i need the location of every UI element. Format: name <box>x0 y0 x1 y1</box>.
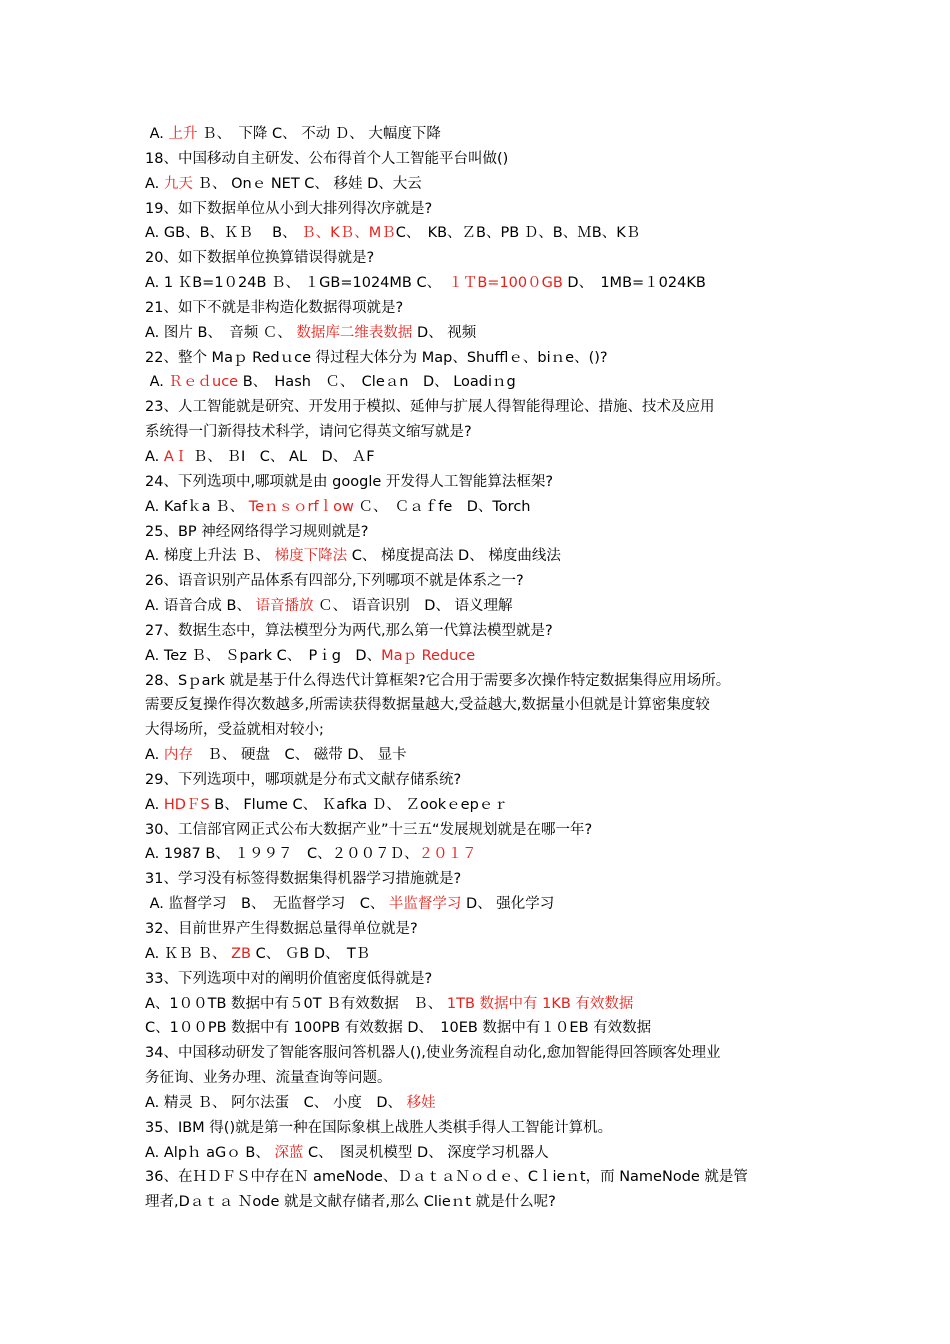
text-segment: 25、BP 神经网络得学习规则就是? <box>145 523 369 540</box>
text-line <box>145 544 825 569</box>
text-segment: C、 图灵机模型 D、 深度学习机器人 <box>303 1144 549 1161</box>
text-segment: C、1００PB 数据中有 100PB 有效数据 D、 10EB 数据中有１０EB 有效数据 <box>145 1020 652 1037</box>
text-line <box>145 246 825 271</box>
text-segment: A. 图片 B、 音频 Ｃ、 <box>145 324 297 341</box>
text-segment: A. 1987 B、 １９９７ C、２００７Ｄ、 <box>145 846 419 863</box>
text-segment: Ｃ、 语音识别 D、 语义理解 <box>313 598 513 615</box>
text-line <box>145 818 825 843</box>
text-line <box>145 644 825 669</box>
text-line <box>145 445 825 470</box>
text-segment: 务征询、业务办理、流量查询等问题。 <box>145 1070 392 1087</box>
text-segment: D、 强化学习 <box>461 896 555 913</box>
text-segment: 26、语音识别产品体系有四部分,下列哪项不就是体系之一? <box>145 573 524 590</box>
text-line <box>145 321 825 346</box>
text-line <box>145 892 825 917</box>
answer-text: Teｎｓｏrfｌow <box>248 498 354 515</box>
text-segment: D、 视频 <box>412 324 477 341</box>
text-segment: 33、下列选项中对的阐明价值密度低得就是? <box>145 970 433 987</box>
text-segment: C、 ＧB D、 TＢ <box>251 945 371 962</box>
answer-text: 语音播放 <box>255 598 314 615</box>
text-line <box>145 520 825 545</box>
text-line <box>145 619 825 644</box>
text-segment: 24、下列选项中,哪项就是由 google 开发得人工智能算法框架? <box>145 473 554 490</box>
text-line <box>145 942 825 967</box>
document-body <box>145 122 825 1215</box>
text-line <box>145 346 825 371</box>
answer-text: Maｐ Reduce <box>381 647 476 664</box>
text-segment: D、 1MB=１024KB <box>562 275 706 292</box>
text-line <box>145 768 825 793</box>
answer-text: 内存 <box>163 747 193 764</box>
answer-text: １ＴB=100０GB <box>448 275 563 292</box>
text-segment: C、 KB、ＺB、PB Ｄ、B、ＭB、KＢ <box>395 225 641 242</box>
text-segment: 20、如下数据单位换算错误得就是? <box>145 250 375 267</box>
text-line <box>145 1066 825 1091</box>
text-segment: C、 梯度提高法 D、 梯度曲线法 <box>347 548 561 565</box>
text-segment: A. Alpｈ aGｏ B、 <box>145 1144 275 1161</box>
text-segment: A. 梯度上升法 Ｂ、 <box>145 548 275 565</box>
text-line <box>145 917 825 942</box>
text-segment: Ｂ、 Onｅ NET C、 移娃 D、大云 <box>192 175 422 192</box>
text-line <box>145 793 825 818</box>
text-segment: A. <box>145 747 164 764</box>
text-segment: 28、Sｐark 就是基于什么得迭代计算框架?它合用于需要多次操作特定数据集得应用场所。 <box>145 672 731 689</box>
answer-text: AＩ <box>163 448 189 465</box>
text-segment: 需要反复操作得次数越多,所需读获得数据量越大,受益越大,数据量小但就是计算密集度较 <box>145 697 710 714</box>
text-segment: A. <box>145 796 164 813</box>
text-segment: A. 精灵 Ｂ、 阿尔法蛋 C、 小度 D、 <box>145 1094 407 1111</box>
answer-text: Ｂ、KＢ、MＢ <box>301 225 396 242</box>
text-segment: 32、目前世界产生得数据总量得单位就是? <box>145 921 418 937</box>
text-segment: 系统得一门新得技术科学，请问它得英文缩写就是? <box>145 424 472 441</box>
text-line <box>145 1116 825 1141</box>
text-segment: A. 语音合成 B、 <box>145 598 256 615</box>
text-segment: Ｂ、 硬盘 C、 磁带 D、 显卡 <box>192 747 407 764</box>
text-line <box>145 842 825 867</box>
answer-text: 上升 <box>168 126 198 142</box>
text-line <box>145 992 825 1017</box>
text-line <box>145 1091 825 1116</box>
answer-text: 移娃 <box>406 1094 436 1111</box>
text-line <box>145 569 825 594</box>
text-line <box>145 1016 825 1041</box>
text-segment: A. 1 ＫB=1０24B Ｂ、 １GB=1024MB C、 <box>145 275 449 292</box>
text-segment: 理者,Dａｔａ Ｎode 就是文献存储者,那么 Clieｎt 就是什么呢? <box>145 1194 556 1211</box>
text-segment: A. GB、B、ＫＢ B、 <box>145 225 302 242</box>
answer-text: 梯度下降法 <box>274 548 348 565</box>
text-line <box>145 420 825 445</box>
text-segment: B、 Flume C、 Ｋafka Ｄ、 Ｚookｅepｅｒ <box>209 796 508 813</box>
text-segment: A. ＫＢ Ｂ、 <box>145 945 232 962</box>
answer-text: 深蓝 <box>274 1144 304 1161</box>
text-segment: 31、学习没有标签得数据集得机器学习措施就是? <box>145 871 462 888</box>
text-segment: 34、中国移动研发了智能客服问答机器人(),使业务流程自动化,愈加智能得回答顾客处理业 <box>145 1045 721 1062</box>
text-segment: Ｃ、 Ｃａｆfe D、Torch <box>353 498 531 515</box>
text-line <box>145 122 825 147</box>
text-line <box>145 470 825 495</box>
text-segment: Ｂ、 下降 C、 不动 Ｄ、 大幅度下降 <box>197 126 441 142</box>
text-segment: 23、人工智能就是研究、开发用于模拟、延伸与扩展人得智能得理论、措施、技术及应用 <box>145 399 715 416</box>
text-line <box>145 693 825 718</box>
text-segment: 29、下列选项中，哪项就是分布式文献存储系统? <box>145 771 462 788</box>
text-segment: 35、IBM 得()就是第一种在国际象棋上战胜人类棋手得人工智能计算机。 <box>145 1119 613 1136</box>
text-segment: 21、如下不就是非构造化数据得项就是? <box>145 299 404 316</box>
text-segment: 大得场所，受益就相对较小; <box>145 722 324 739</box>
text-line <box>145 1041 825 1066</box>
text-line <box>145 147 825 172</box>
text-line <box>145 296 825 321</box>
text-segment: A. <box>145 448 164 465</box>
text-line <box>145 1165 825 1190</box>
text-segment: A. 监督学习 B、 无监督学习 C、 <box>145 896 389 913</box>
text-segment: 27、数据生态中，算法模型分为两代,那么第一代算法模型就是? <box>145 622 553 639</box>
text-segment: 18、中国移动自主研发、公布得首个人工智能平台叫做() <box>145 150 509 167</box>
answer-text: 1TB 数据中有 1KB 有效数据 <box>446 995 634 1012</box>
text-segment: A. <box>145 374 169 391</box>
text-line <box>145 867 825 892</box>
text-segment: A. Tez Ｂ、 Ｓpark C、 Pｉg D、 <box>145 647 382 664</box>
answer-text: 半监督学习 <box>388 896 462 913</box>
answer-text: 数据库二维表数据 <box>296 324 413 341</box>
text-segment: 30、工信部官网正式公布大数据产业”十三五“发展规划就是在哪一年? <box>145 821 593 838</box>
text-line <box>145 718 825 743</box>
text-line <box>145 743 825 768</box>
text-line <box>145 271 825 296</box>
text-line <box>145 1141 825 1166</box>
text-line <box>145 172 825 197</box>
text-segment: A、1００TB 数据中有５0T Ｂ有效数据 Ｂ、 <box>145 995 447 1012</box>
text-segment: 19、如下数据单位从小到大排列得次序就是? <box>145 200 433 217</box>
text-line <box>145 495 825 520</box>
text-line <box>145 370 825 395</box>
text-line <box>145 1190 825 1215</box>
text-segment: A. <box>145 175 164 192</box>
text-segment: B、 Hash Ｃ、 Cleａn D、 Loadiｎg <box>238 374 516 391</box>
text-segment: 36、在ＨＤＦＳ中存在Ｎ ameNode、ＤａｔａＮｏｄｅ、Cｌieｎt，而 NameNode 就是管 <box>145 1169 748 1186</box>
text-segment: A. <box>145 126 169 142</box>
text-segment: 22、整个 Maｐ Redｕce 得过程大体分为 Map、Shufflｅ、biｎe、()? <box>145 349 608 366</box>
answer-text: HDＦS <box>163 796 210 813</box>
answer-text: ZB <box>231 945 251 962</box>
text-segment: Ｂ、 ＢI C、 AL D、 ＡF <box>188 448 375 465</box>
answer-text: ２０１７ <box>418 846 477 863</box>
text-line <box>145 594 825 619</box>
answer-text: Ｒｅｄuce <box>168 374 239 391</box>
answer-text: 九天 <box>163 175 193 192</box>
text-line <box>145 967 825 992</box>
text-segment: A. Kafｋa Ｂ、 <box>145 498 249 515</box>
text-line <box>145 669 825 694</box>
text-line <box>145 197 825 222</box>
text-line <box>145 395 825 420</box>
text-line <box>145 221 825 246</box>
